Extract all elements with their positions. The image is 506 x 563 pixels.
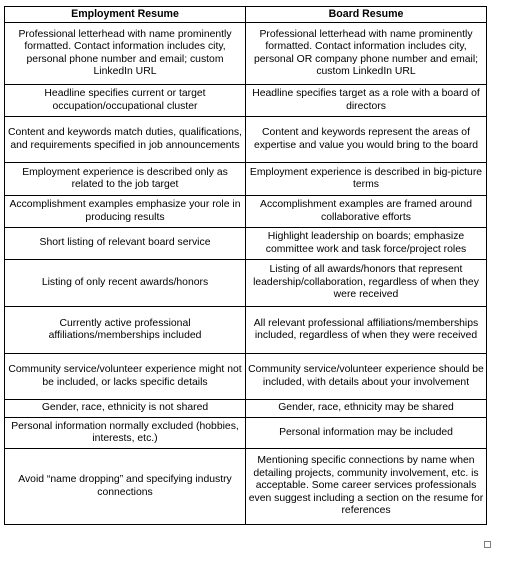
employment-cell: Professional letterhead with name prominently formatted. Contact information includes city, personal phone number and email; custom LinkedIn URL [5,23,246,85]
table-row [5,418,487,449]
table-row [5,260,487,307]
table-row [5,354,487,400]
employment-cell: Listing of only recent awards/honors [5,260,246,307]
employment-cell: Gender, race, ethnicity is not shared [5,400,246,418]
board-cell: Gender, race, ethnicity may be shared [246,400,487,418]
board-cell: Mentioning specific connections by name when detailing projects, community involvement, etc. is acceptable. Some career services professionals even suggest including a section on the resume for references [246,449,487,525]
employment-cell: Currently active professional affiliations/memberships included [5,307,246,354]
table-row [5,449,487,525]
employment-cell: Headline specifies current or target occupation/occupational cluster [5,85,246,117]
board-cell: Listing of all awards/honors that represent leadership/collaboration, regardless of when they were received [246,260,487,307]
table-row [5,307,487,354]
board-cell: Employment experience is described in big-picture terms [246,163,487,196]
table-row [5,400,487,418]
table-row [5,163,487,196]
table-row [5,85,487,117]
table-row [5,23,487,85]
board-cell: All relevant professional affiliations/memberships included, regardless of when they were received [246,307,487,354]
comparison-table [4,6,487,525]
board-cell: Personal information may be included [246,418,487,449]
employment-cell: Personal information normally excluded (hobbies, interests, etc.) [5,418,246,449]
board-cell: Accomplishment examples are framed around collaborative efforts [246,196,487,228]
table-row [5,196,487,228]
board-cell: Professional letterhead with name prominently formatted. Contact information includes city, personal OR company phone number and email; custom LinkedIn URL [246,23,487,85]
employment-cell: Avoid “name dropping” and specifying industry connections [5,449,246,525]
resize-handle-marker [484,541,491,548]
employment-cell: Employment experience is described only as related to the job target [5,163,246,196]
header-row [5,7,487,23]
column-header-board-resume: Board Resume [246,7,487,23]
board-cell: Community service/volunteer experience should be included, with details about your involvement [246,354,487,400]
board-cell: Headline specifies target as a role with a board of directors [246,85,487,117]
employment-cell: Short listing of relevant board service [5,228,246,260]
employment-cell: Community service/volunteer experience might not be included, or lacks specific details [5,354,246,400]
board-cell: Highlight leadership on boards; emphasize committee work and task force/project roles [246,228,487,260]
column-header-employment-resume: Employment Resume [5,7,246,23]
board-cell: Content and keywords represent the areas of expertise and value you would bring to the board [246,117,487,163]
table-row [5,228,487,260]
employment-cell: Accomplishment examples emphasize your role in producing results [5,196,246,228]
table-row [5,117,487,163]
employment-cell: Content and keywords match duties, qualifications, and requirements specified in job announcements [5,117,246,163]
